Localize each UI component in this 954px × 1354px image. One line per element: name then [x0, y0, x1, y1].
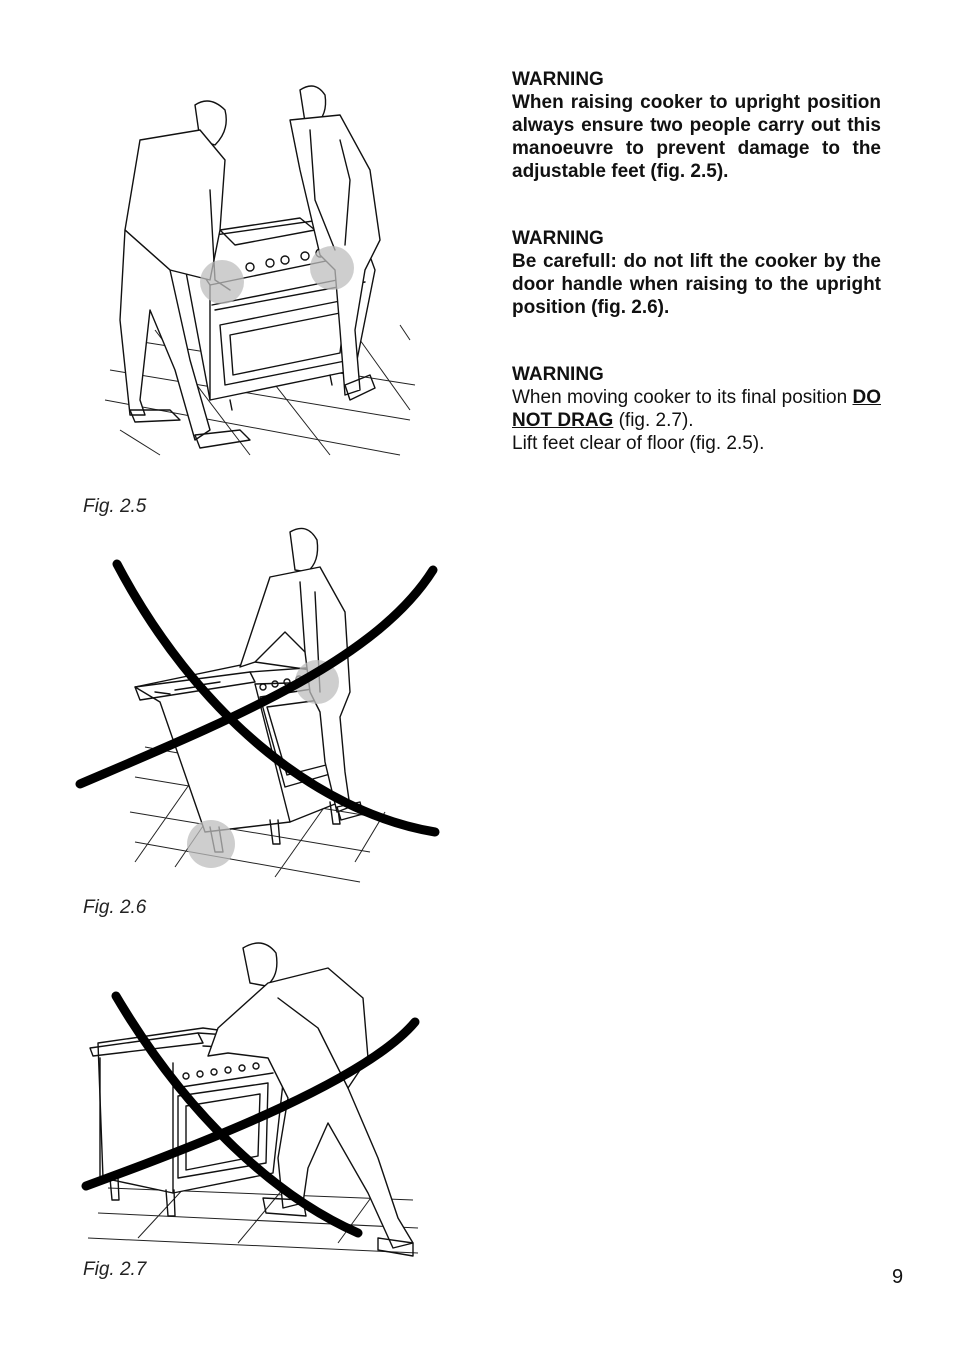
- warning-title: WARNING: [512, 228, 604, 249]
- warning-text-after: (fig. 2.7).: [613, 410, 694, 431]
- warning-block-1: [512, 68, 881, 183]
- warning-title: WARNING: [512, 69, 604, 90]
- figure-2-6-illustration: [75, 522, 445, 887]
- hand-highlight-left: [200, 260, 244, 304]
- warning-text-before: When moving cooker to its final position: [512, 387, 853, 408]
- do-not-drag-emphasis: DO NOT DRAG: [512, 387, 881, 431]
- warnings-column: [512, 68, 881, 499]
- figure-2-7-illustration: [78, 938, 423, 1263]
- fig-2-6-caption: Fig. 2.6: [83, 897, 147, 918]
- figure-2-5-illustration: [100, 70, 420, 470]
- fig-2-5-caption: Fig. 2.5: [83, 496, 147, 517]
- warning-text: [512, 386, 881, 432]
- warning-text: When raising cooker to upright position always ensure two people carry out this manoeuvre to prevent damage to the adjustable feet (fig. 2.5).: [512, 92, 881, 182]
- page-number: 9: [892, 1266, 904, 1288]
- foot-highlight: [187, 820, 235, 868]
- warning-text: Be carefull: do not lift the cooker by the door handle when raising to the upright position (fig. 2.6).: [512, 251, 881, 318]
- fig-2-7-caption: Fig. 2.7: [83, 1259, 147, 1280]
- warning-text-line2: Lift feet clear of floor (fig. 2.5).: [512, 433, 765, 454]
- warning-block-3: [512, 363, 881, 455]
- warning-title: WARNING: [512, 364, 604, 385]
- warning-block-2: [512, 227, 881, 319]
- hand-highlight-right: [310, 246, 354, 290]
